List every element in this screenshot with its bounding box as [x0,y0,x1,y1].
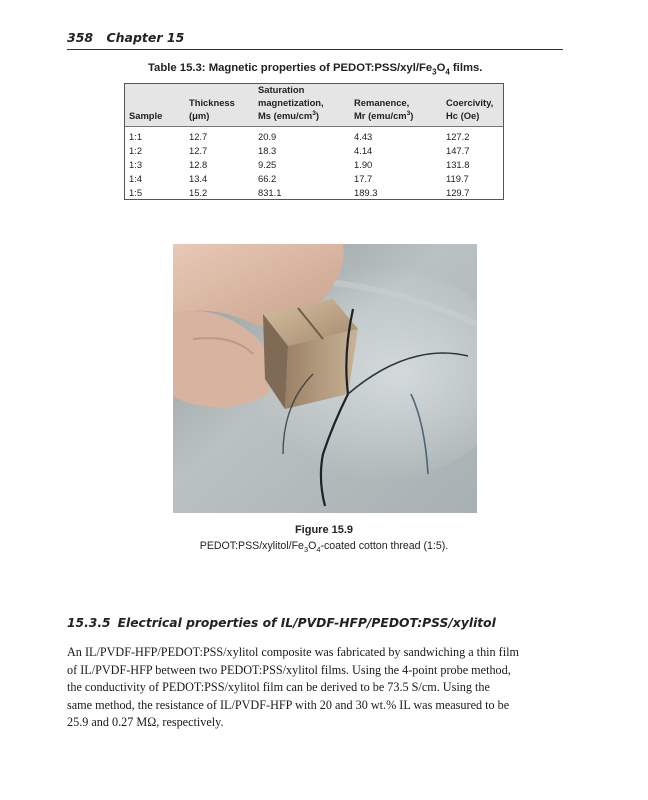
cell-hc: 147.7 [446,145,470,156]
cell-mr: 17.7 [354,173,373,184]
col-header-sample-text: Sample [129,110,163,121]
table-caption-prefix: Table 15.3: Magnetic properties of PEDOT:PSS/xyl/Fe [148,62,433,74]
col-header-thickness [189,96,235,122]
cell-mr: 4.14 [354,145,373,156]
cell-thickness: 12.7 [189,131,208,142]
table-row [125,144,503,157]
cell-hc: 131.8 [446,159,470,170]
paragraph-line: of IL/PVDF-HFP between two PEDOT:PSS/xylitol films. Using the 4-point probe method, [67,662,511,677]
table-header [125,84,503,127]
col-header-remanence-line2-wrap [354,109,413,122]
page-number: 358 [67,30,94,45]
table-caption-mid: O [436,62,446,74]
table-row [125,130,503,143]
cell-mr: 1.90 [354,159,373,170]
table-caption-suffix: films. [449,62,483,74]
col-header-saturation-sup: 3 [312,109,316,117]
cell-sample: 1:2 [129,145,143,156]
cell-thickness: 12.7 [189,145,208,156]
col-header-thickness-line1: Thickness [189,97,235,108]
cell-ms: 66.2 [258,173,277,184]
col-header-coercivity [446,96,493,122]
cell-ms: 9.25 [258,159,277,170]
cell-sample: 1:3 [129,159,143,170]
paragraph-line: the conductivity of PEDOT:PSS/xylitol film can be derived to be 73.5 S/cm. Using the [67,680,490,694]
col-header-sample [129,109,162,122]
figure-caption [0,540,648,555]
figure-caption-sub1: 3 [303,545,309,555]
cell-thickness: 15.2 [189,187,208,198]
col-header-saturation-line1: Saturation [258,84,305,95]
figure-caption-sub2: 4 [316,545,321,555]
col-header-saturation [258,83,324,122]
col-header-remanence-line1: Remanence, [354,97,410,108]
cell-mr: 4.43 [354,131,373,142]
cell-sample: 1:1 [129,131,143,142]
col-header-remanence-line2: Mr (emu/cm [354,110,407,121]
col-header-remanence-close: ) [410,110,414,121]
table-caption-sub1: 3 [432,67,437,77]
col-header-coercivity-line2: Hc (Oe) [446,110,480,121]
col-header-remanence [354,96,413,122]
figure-caption-prefix: PEDOT:PSS/xylitol/Fe [199,540,304,552]
figure-photo [173,244,477,513]
table-caption [148,62,483,77]
cell-sample: 1:5 [129,187,143,198]
figure-label: Figure 15.9 [294,524,354,536]
col-header-saturation-line3: Ms (emu/cm [258,110,313,121]
table-row [125,158,503,171]
figure-caption-mid: O [308,540,317,552]
photo-illustration [173,244,477,513]
paragraph-line: An IL/PVDF-HFP/PEDOT:PSS/xylitol composite was fabricated by sandwiching a thin film [67,645,519,659]
magnetic-properties-table [124,83,504,200]
cell-ms: 18.3 [258,145,277,156]
section-heading [67,616,496,630]
body-paragraph [67,644,567,732]
cell-thickness: 13.4 [189,173,208,184]
paragraph-line: same method, the resistance of IL/PVDF-HFP with 20 and 30 wt.% IL was measured to be [67,697,510,712]
cell-hc: 129.7 [446,187,470,198]
chapter-title: Chapter 15 [106,30,185,45]
cell-ms: 20.9 [258,131,277,142]
cell-thickness: 12.8 [189,159,208,170]
table-row [125,172,503,185]
col-header-thickness-line2: (μm) [189,110,210,121]
col-header-remanence-sup: 3 [406,109,411,117]
table-caption-sub2: 4 [445,67,450,77]
paragraph-line: 25.9 and 0.27 MΩ, respectively. [67,715,224,729]
col-header-saturation-close: ) [315,110,319,121]
running-head [67,30,184,45]
cell-mr: 189.3 [354,187,378,198]
cell-hc: 127.2 [446,131,470,142]
section-title-text: Electrical properties of IL/PVDF-HFP/PEDOT:PSS/xylitol [117,616,496,630]
table-row [125,186,503,199]
figure-caption-suffix: -coated cotton thread (1:5). [320,540,449,552]
col-header-coercivity-line1: Coercivity, [446,97,494,108]
section-number: 15.3.5 [67,616,111,630]
cell-ms: 831.1 [258,187,282,198]
col-header-saturation-line3-wrap [258,109,324,122]
col-header-saturation-line2: magnetization, [258,97,324,108]
cell-hc: 119.7 [446,173,469,184]
header-rule [67,49,563,50]
cell-sample: 1:4 [129,173,143,184]
